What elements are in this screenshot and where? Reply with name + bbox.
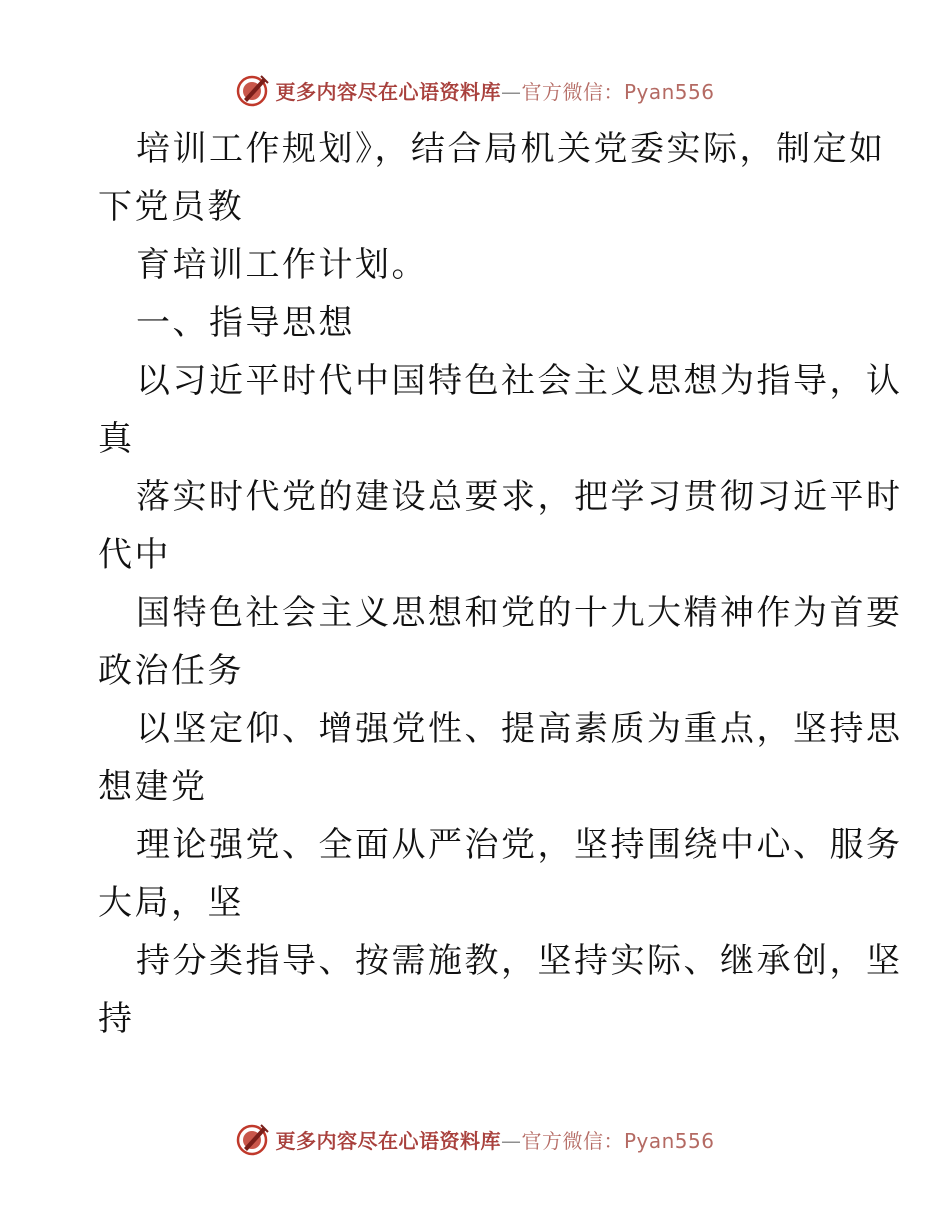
body-line: 想建党 <box>98 767 208 807</box>
header-watermark <box>0 72 950 108</box>
body-line: 理论强党、全面从严治党，坚持围绕中心、服务 <box>136 825 903 865</box>
body-line: 培训工作规划》，结合局机关党委实际，制定如 <box>136 129 886 169</box>
body-line: 以坚定仰、增强党性、提高素质为重点，坚持思 <box>136 709 903 749</box>
quill-logo-icon <box>235 1121 271 1157</box>
body-line: 大局，坚 <box>98 883 244 923</box>
body-line: 代中 <box>98 535 171 575</box>
quill-logo-icon <box>235 72 271 108</box>
body-line: 真 <box>98 419 135 459</box>
body-line: 政治任务 <box>98 651 244 691</box>
body-line: 育培训工作计划。 <box>136 245 428 285</box>
watermark-lead: 更多内容尽在心语资料库 <box>275 79 501 104</box>
watermark-separator: — <box>500 1128 522 1153</box>
watermark-contact: 官方微信：Pyan556 <box>521 1128 715 1153</box>
body-line: 持分类指导、按需施教，坚持实际、继承创，坚 <box>136 941 903 981</box>
body-line: 落实时代党的建设总要求，把学习贯彻习近平时 <box>136 477 903 517</box>
body-line: 国特色社会主义思想和党的十九大精神作为首要 <box>136 593 903 633</box>
footer-watermark <box>0 1121 950 1157</box>
watermark-separator: — <box>500 79 522 104</box>
body-line: 以习近平时代中国特色社会主义思想为指导，认 <box>136 361 903 401</box>
watermark-contact: 官方微信：Pyan556 <box>521 79 715 104</box>
section-heading: 一、指导思想 <box>136 303 355 343</box>
watermark-lead: 更多内容尽在心语资料库 <box>275 1128 501 1153</box>
body-line: 下党员教 <box>98 187 244 227</box>
body-line: 持 <box>98 999 135 1039</box>
